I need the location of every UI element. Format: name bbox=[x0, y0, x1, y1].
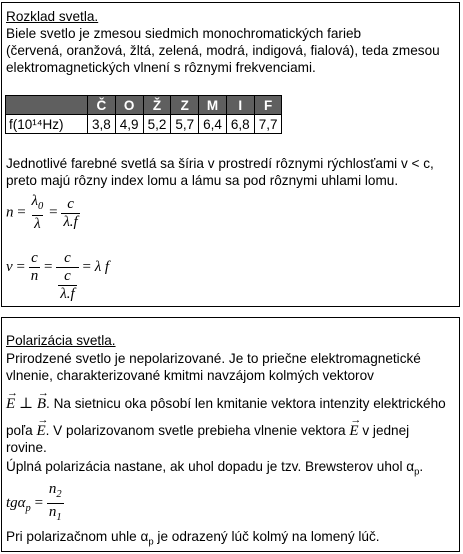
dispersion-text-line-2: (červená, oranžová, žltá, zelená, modrá, indigová, fialová), teda zmesou bbox=[6, 43, 440, 58]
dispersion-text-line-4: Jednotlivé farebné svetlá sa šíria v prostredí rôznymi rýchlosťami v < c, bbox=[6, 156, 434, 171]
electric-vector-symbol: → E bbox=[36, 423, 45, 440]
table-cell: 6,8 bbox=[226, 115, 254, 134]
polarization-section bbox=[1, 317, 460, 552]
table-cell: 4,9 bbox=[115, 115, 143, 134]
table-cell: 5,2 bbox=[143, 115, 171, 134]
polarization-text-line-6: Úplná polarizácia nastane, ak uhol dopadu je tzv. Brewsterov uhol $\alpha_p$. bbox=[6, 459, 424, 478]
polarization-text-line-4: poľa → E. V polarizovanom svetle prebieha vlnenie vektora → E v jednej bbox=[6, 422, 409, 440]
polarization-text-line-1: Prirodzené svetlo je nepolarizované. Je to priečne elektromagnetické bbox=[6, 351, 421, 366]
table-header-row bbox=[6, 96, 282, 115]
table-header-cell: Č bbox=[88, 96, 116, 115]
table-cell: 7,7 bbox=[254, 115, 282, 134]
dispersion-title: Rozklad svetla. bbox=[6, 9, 99, 24]
dispersion-text-line-1: Biele svetlo je zmesou siedmich monochromatických farieb bbox=[6, 26, 362, 41]
dispersion-section bbox=[1, 2, 460, 307]
dispersion-text-line-5: preto majú rôzny index lomu a lámu sa pod rôznymi uhlami lomu. bbox=[6, 173, 399, 188]
electric-vector-symbol: → E bbox=[349, 423, 358, 440]
polarization-text-line-7: Pri polarizačnom uhle $\alpha_p$ je odrazený lúč kolmý na lomený lúč. bbox=[6, 529, 380, 548]
polarization-text-line-3-rest: . Na sietnicu oka pôsobí len kmitanie vektora intenzity elektrického bbox=[46, 396, 446, 411]
polarization-text-line-2: vlnenie, charakterizované kmitmi navzájom kolmých vektorov bbox=[6, 368, 374, 383]
polarization-title: Polarizácia svetla. bbox=[6, 333, 116, 348]
table-header-cell: M bbox=[199, 96, 227, 115]
brewster-formula: tgα$_p$ = $\frac{n_2}{n_1}$ bbox=[6, 481, 64, 526]
table-header-cell bbox=[6, 96, 88, 115]
table-row bbox=[6, 115, 282, 134]
table-cell: 3,8 bbox=[88, 115, 116, 134]
table-header-cell: O bbox=[115, 96, 143, 115]
electric-vector-symbol: → E bbox=[6, 396, 15, 413]
wave-speed-formula: v = $\frac{c}{n}$ = $\frac{c}{\frac{c}{\lambda.f}}$ = λ f bbox=[6, 250, 110, 302]
frequency-table bbox=[5, 95, 282, 134]
table-header-cell: F bbox=[254, 96, 282, 115]
dispersion-text-line-3: elektromagnetických vlnení s rôznymi frekvenciami. bbox=[6, 60, 316, 75]
table-header-cell: Z bbox=[171, 96, 199, 115]
polarization-text-line-3: → E ⊥ → B. Na sietnicu oka pôsobí len kmitanie vektora intenzity elektrického bbox=[6, 395, 446, 413]
table-row-label: f(10¹⁴Hz) bbox=[6, 115, 88, 134]
table-header-cell: Ž bbox=[143, 96, 171, 115]
polarization-text-line-5: rovine. bbox=[6, 440, 47, 455]
table-cell: 5,7 bbox=[171, 115, 199, 134]
magnetic-vector-symbol: → B bbox=[37, 396, 46, 413]
table-cell: 6,4 bbox=[199, 115, 227, 134]
refractive-index-formula: n = $\frac{\lambda_0}{\lambda}$ = $\frac{c}{\lambda.f}$ bbox=[6, 193, 78, 232]
table-header-cell: I bbox=[226, 96, 254, 115]
